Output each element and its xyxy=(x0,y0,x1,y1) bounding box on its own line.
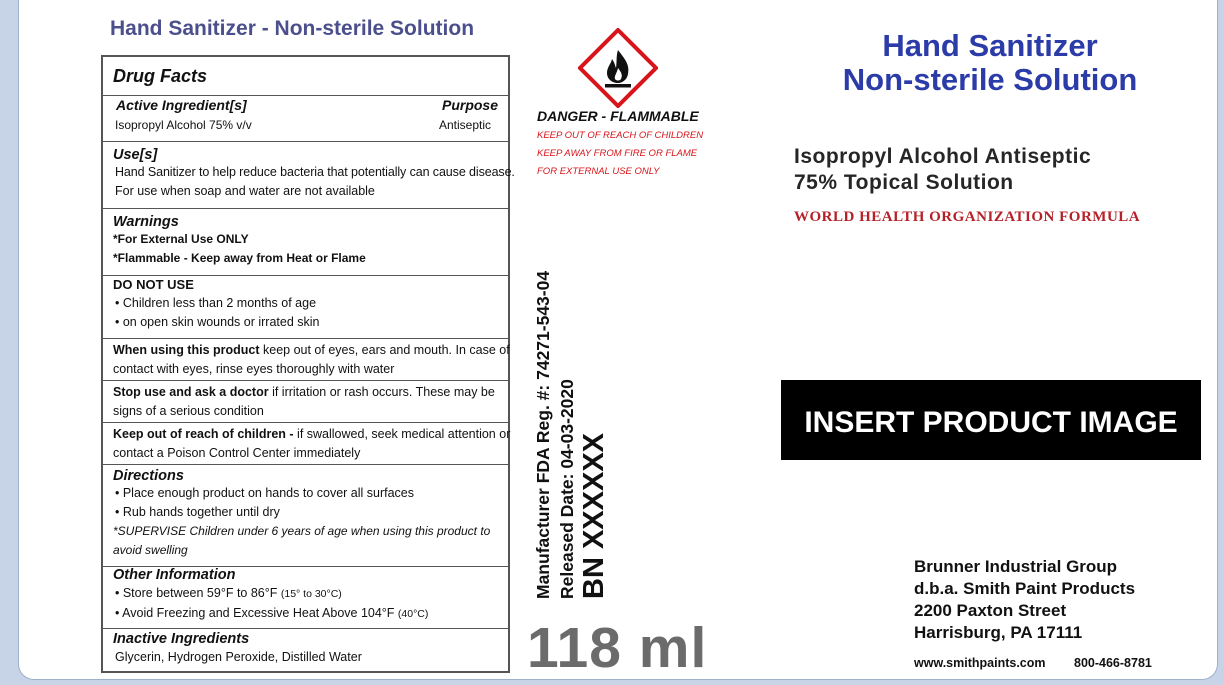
keep-out-text: if swallowed, seek medical attention or xyxy=(293,427,511,441)
other-information-line xyxy=(115,584,498,604)
drug-facts-heading: Drug Facts xyxy=(113,66,208,86)
other-information-line xyxy=(115,604,498,624)
product-subtitle-line1: Isopropyl Alcohol Antiseptic xyxy=(794,145,1092,168)
website-text: www.smithpaints.com xyxy=(914,656,1046,670)
stop-use-bold: Stop use and ask a doctor xyxy=(113,385,269,399)
directions-line: • Place enough product on hands to cover all surfaces xyxy=(115,486,415,500)
address-line: Brunner Industrial Group xyxy=(914,557,1118,576)
inactive-ingredients-value: Glycerin, Hydrogen Peroxide, Distilled Water xyxy=(115,650,362,664)
when-using-line2: contact with eyes, rinse eyes thoroughly with water xyxy=(113,362,395,376)
other-information-text: • Store between 59°F to 86°F xyxy=(115,586,281,600)
keep-out-bold: Keep out of reach of children - xyxy=(113,427,294,441)
keep-out-line2: contact a Poison Control Center immediately xyxy=(113,446,361,460)
directions-section xyxy=(103,465,508,567)
keep-out-line xyxy=(113,423,511,444)
product-image-placeholder: INSERT PRODUCT IMAGE xyxy=(781,380,1201,460)
other-information-small: (15° to 30°C) xyxy=(280,588,342,600)
drug-facts-header xyxy=(103,57,508,96)
hazard-warning-line: KEEP AWAY FROM FIRE OR FLAME xyxy=(537,148,698,159)
stop-use-line2: signs of a serious condition xyxy=(113,404,264,418)
uses-heading: Use[s] xyxy=(113,147,158,163)
keep-out-section xyxy=(103,423,511,465)
when-using-text: keep out of eyes, ears and mouth. In case of xyxy=(259,343,510,357)
address-line: 2200 Paxton Street xyxy=(914,601,1067,620)
do-not-use-line: • on open skin wounds or irrated skin xyxy=(115,315,320,329)
active-ingredient-label: Active Ingredient[s] xyxy=(116,97,247,113)
directions-line: *SUPERVISE Children under 6 years of age when using this product to xyxy=(113,524,491,538)
released-date: Released Date: 04-03-2020 xyxy=(557,379,577,599)
do-not-use-heading: DO NOT USE xyxy=(113,277,194,292)
do-not-use-line: • Children less than 2 months of age xyxy=(115,296,317,310)
inactive-ingredients-heading: Inactive Ingredients xyxy=(113,631,250,647)
fda-registration: Manufacturer FDA Reg. #: 74271-543-04 xyxy=(533,270,553,599)
product-subtitle-line2: 75% Topical Solution xyxy=(794,171,1014,194)
stop-use-line xyxy=(113,381,498,402)
hazard-warning-line: KEEP OUT OF REACH OF CHILDREN xyxy=(537,130,704,141)
phone-number: 800-466-8781 xyxy=(1074,656,1152,670)
inactive-ingredients-section xyxy=(103,629,508,673)
flame-icon xyxy=(578,28,658,108)
company-address xyxy=(914,556,1135,644)
warnings-heading: Warnings xyxy=(113,214,179,230)
purpose-label: Purpose xyxy=(441,97,498,113)
danger-flammable-text: DANGER - FLAMMABLE xyxy=(537,108,699,124)
product-title-line2: Non-sterile Solution xyxy=(842,62,1138,97)
who-formula-text: WORLD HEALTH ORGANIZATION FORMULA xyxy=(794,209,1141,225)
left-title: Hand Sanitizer - Non-sterile Solution xyxy=(110,17,475,40)
do-not-use-section xyxy=(103,276,508,339)
when-using-line xyxy=(113,339,510,360)
address-line: Harrisburg, PA 17111 xyxy=(914,623,1083,642)
stop-use-section xyxy=(103,381,508,423)
other-information-text: • Avoid Freezing and Excessive Heat Above 104°F xyxy=(115,606,398,620)
when-using-section xyxy=(103,339,508,381)
active-ingredient-section xyxy=(103,96,508,142)
other-information-heading: Other Information xyxy=(113,567,236,583)
other-information-small: (40°C) xyxy=(397,608,429,620)
uses-line: For use when soap and water are not available xyxy=(115,184,375,198)
warning-line: *Flammable - Keep away from Heat or Flame xyxy=(113,251,366,265)
warning-line: *For External Use ONLY xyxy=(113,232,249,246)
when-using-bold: When using this product xyxy=(113,343,260,357)
directions-heading: Directions xyxy=(113,468,184,484)
stop-use-text: if irritation or rash occurs. These may be xyxy=(268,385,495,399)
active-ingredient-value: Isopropyl Alcohol 75% v/v xyxy=(115,118,252,132)
directions-line: • Rub hands together until dry xyxy=(115,505,280,519)
hazard-warning-line: FOR EXTERNAL USE ONLY xyxy=(537,166,660,177)
other-information-section xyxy=(103,567,508,629)
volume-text: 118 ml xyxy=(527,616,708,680)
purpose-value: Antiseptic xyxy=(438,118,491,132)
warnings-section xyxy=(103,209,508,276)
directions-line: avoid swelling xyxy=(113,543,188,557)
product-title-line1: Hand Sanitizer xyxy=(882,28,1098,63)
batch-number: BN XXXXXX xyxy=(578,433,610,599)
drug-facts-panel xyxy=(101,55,515,673)
address-line: d.b.a. Smith Paint Products xyxy=(914,579,1136,598)
uses-line: Hand Sanitizer to help reduce bacteria that potentially can cause disease. xyxy=(115,165,515,179)
uses-section xyxy=(103,142,515,209)
